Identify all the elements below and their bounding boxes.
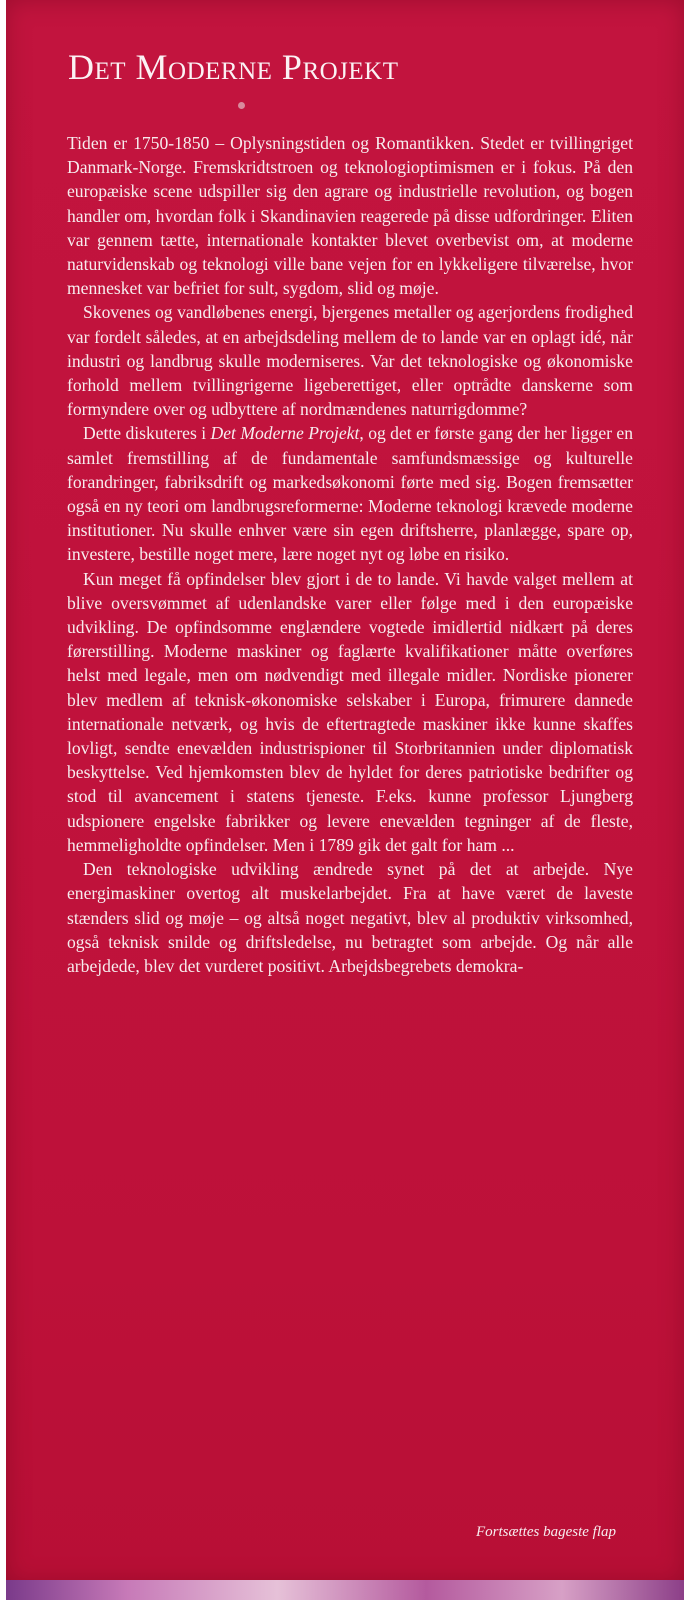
book-title-italic: Det Moderne Projekt [210, 423, 360, 444]
paragraph-4: Kun meget få opfindelser blev gjort i de to lande. Vi havde valget mellem at blive oversvømmet af udenlandske varer eller følge med i den europæiske udvikling. De opfindsomme englændere vogtede imidlertid nidkært på deres førerstilling. Moderne maskiner og faglærte kvalifikationer måtte overføres helst med legale, men om nødvendigt med illegale midler. Nordiske pionerer blev medlem af teknisk-økonomiske selskaber i Europa, frimurere dannede internationale netværk, og hvis de eftertragtede maskiner ikke kunne skaffes lovligt, sendte enevælden industrispioner til Storbritannien under diplomatisk beskyttelse. Ved hjemkomsten blev de hyldet for deres patriotiske bedrifter og stod til avancement i statens tjeneste. F.eks. kunne professor Ljungberg udspionere engelske fabrikker og levere enevælden tegninger af de fleste, hemmeligholdte opfindelser. Men i 1789 gik det galt for ham ... [67, 568, 633, 855]
book-title: Det Moderne Projekt [68, 47, 399, 87]
bottom-edge-strip [6, 1580, 684, 1600]
paragraph-1: Tiden er 1750-1850 – Oplysningstiden og Romantikken. Stedet er tvillingriget Danmark-Norge. Fremskridtstroen og teknologioptimismen er i fokus. På den europæiske scene udspiller sig den agrare og industrielle revolution, og bogen handler om, hvordan folk i Skandinavien reagerede på disse udfordringer. Eliten var gennem tætte, internationale kontakter blevet overbevist om, at moderne naturvidenskab og teknologi ville bane vejen for en lykkeligere tilværelse, hvor mennesket var befriet for sult, sygdom, slid og møje. [67, 133, 633, 299]
book-flap [6, 0, 684, 1583]
paragraph-3 [67, 421, 633, 566]
paragraph-5: Den teknologiske udvikling ændrede synet på det at arbejde. Nye energimaskiner overtog alt muskelarbejdet. Fra at have været de laveste stænders slid og møje – og altså noget negativt, blev al produktiv virksomhed, også teknisk snilde og driftsledelse, nu betragtet som arbejde. Og når alle arbejdede, blev det vurderet positivt. Arbejdsbegrebets demokra- [67, 859, 633, 976]
paragraph-3-lead: Dette diskuteres i [83, 423, 211, 444]
paragraph-2: Skovenes og vandløbenes energi, bjergenes metaller og agerjordens frodighed var fordelt således, at en arbejdsdeling mellem de to lande var en oplagt idé, når industri og landbrug skulle moderniseres. Var det teknologiske og økonomiske forhold mellem tvillingrigerne ligeberettiget, eller optrådte danskerne som formyndere over og udbyttere af nordmændenes naturrigdomme? [67, 302, 633, 420]
flap-text [67, 131, 633, 978]
decorative-dot [238, 102, 245, 109]
paragraph-3-rest: , og det er første gang der her ligger en samlet fremstilling af de fundamentale samfundsmæssige og kulturelle forandringer, fabriksdrift og markedsøkonomi førte med sig. Bogen fremsætter også en ny teori om landbrugsreformerne: Moderne teknologi krævede moderne institutioner. Nu skulle enhver være sin egen driftsherre, planlægge, spare op, investere, bestille noget mere, lære noget nyt og løbe en risiko. [67, 423, 633, 565]
continued-note: Fortsættes bageste flap [476, 1524, 616, 1540]
